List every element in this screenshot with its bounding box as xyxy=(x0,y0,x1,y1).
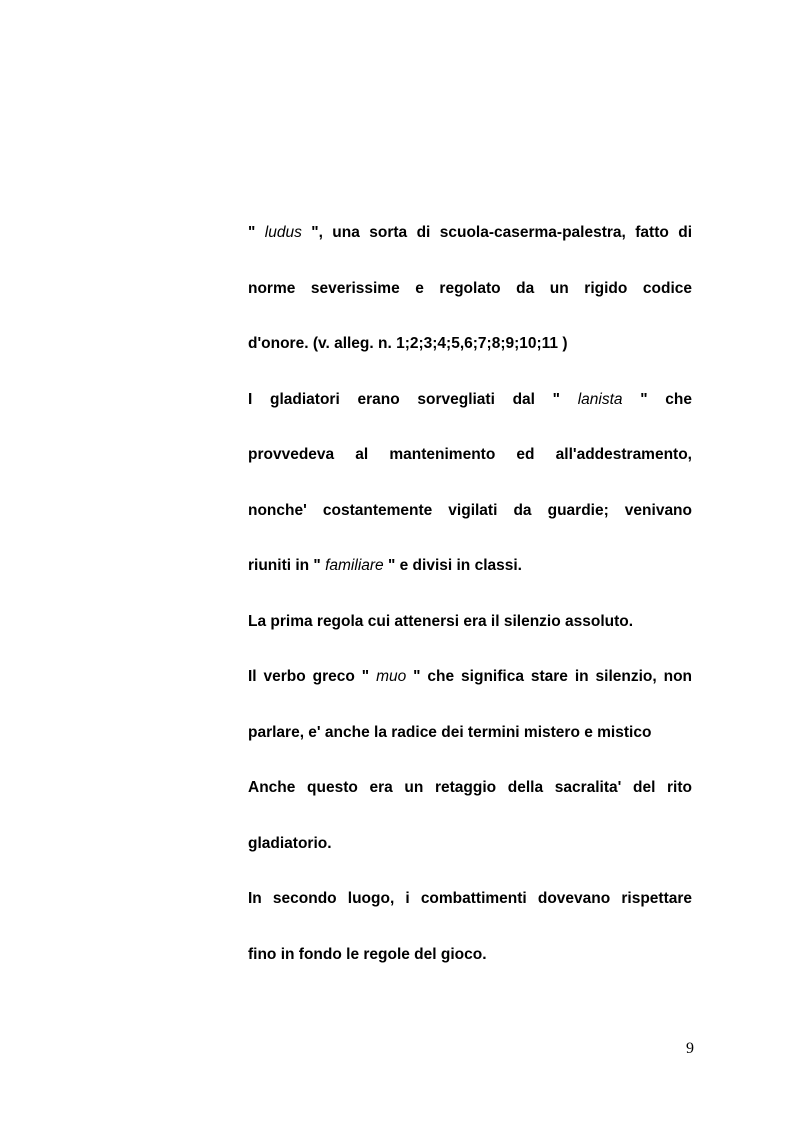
text-line-12: gladiatorio. xyxy=(248,834,332,852)
text-line-1 xyxy=(248,218,692,274)
text-segment: " e divisi in classi. xyxy=(383,557,522,574)
text-line-11: Anche questo era un retaggio della sacralita' del rito xyxy=(248,779,692,796)
italic-term-familiare: familiare xyxy=(325,557,384,574)
text-segment: I gladiatori erano sorvegliati dal " xyxy=(248,390,578,408)
text-line-3: d'onore. (v. alleg. n. 1;2;3;4;5,6;7;8;9;10;11 ) xyxy=(248,335,568,352)
text-line-10: parlare, e' anche la radice dei termini mistero e mistico xyxy=(248,723,652,741)
text-line-6: nonche' costantemente vigilati da guardie; venivano xyxy=(248,501,692,519)
text-line-9 xyxy=(248,662,692,718)
page-number: 9 xyxy=(686,1040,694,1057)
italic-term-ludus: ludus xyxy=(264,224,302,241)
text-segment: Il verbo greco " xyxy=(248,668,377,685)
text-line-13: In secondo luogo, i combattimenti dovevano rispettare xyxy=(248,890,692,907)
text-line-5: provvedeva al mantenimento ed all'addestramento, xyxy=(248,446,692,463)
body-text xyxy=(248,218,692,995)
text-line-7 xyxy=(248,551,692,607)
text-segment: riuniti in " xyxy=(248,557,326,574)
text-segment: " che xyxy=(622,390,692,408)
italic-term-lanista: lanista xyxy=(577,390,623,408)
text-line-2: norme severissime e regolato da un rigido codice xyxy=(248,279,692,297)
italic-term-muo: muo xyxy=(376,668,407,685)
text-line-4 xyxy=(248,385,692,441)
text-segment: ", una sorta di scuola-caserma-palestra, fatto di xyxy=(301,224,693,241)
text-line-14: fino in fondo le regole del gioco. xyxy=(248,945,487,963)
text-segment: " xyxy=(248,224,265,241)
text-line-8: La prima regola cui attenersi era il silenzio assoluto. xyxy=(248,612,634,630)
text-segment: " che significa stare in silenzio, non xyxy=(406,668,693,685)
